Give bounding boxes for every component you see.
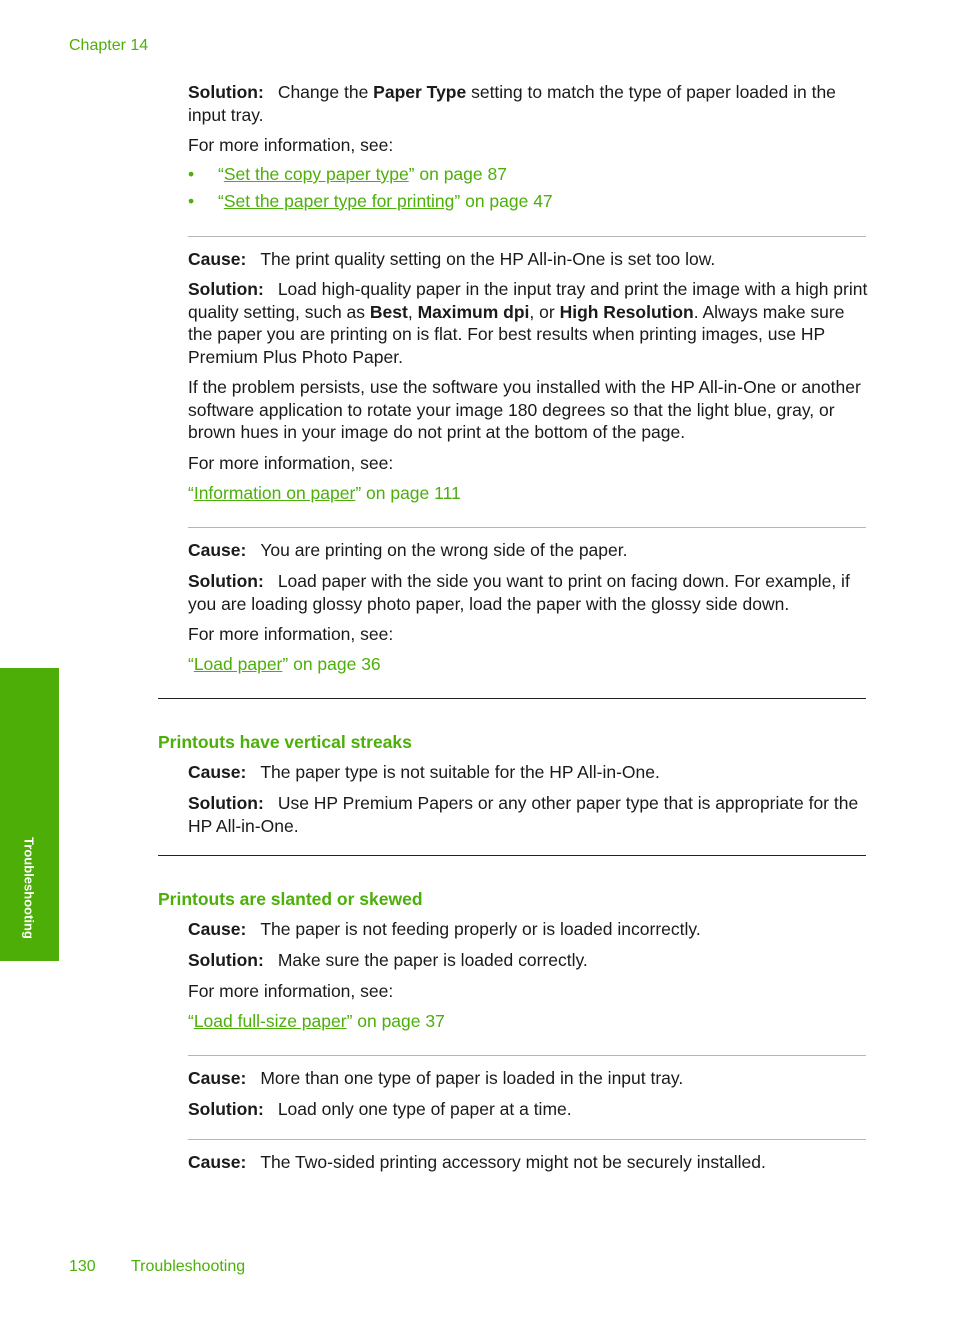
link-item[interactable]: • “Set the paper type for printing” on page 47 (188, 191, 553, 211)
solution-paragraph: Solution: Change the Paper Type setting to match the type of paper loaded in the input tray. (188, 82, 836, 125)
divider (188, 1055, 866, 1056)
solution-label: Solution: (188, 1099, 264, 1119)
cause-paragraph: Cause: The print quality setting on the HP All-in-One is set too low. (188, 249, 716, 269)
divider (188, 236, 866, 237)
copy-paper-type-link[interactable]: Set the copy paper type (223, 164, 409, 184)
load-paper-link[interactable]: Load paper (193, 654, 283, 674)
paper-type-keyword: Paper Type (373, 82, 467, 102)
cause-paragraph: Cause: The paper type is not suitable for the HP All-in-One. (188, 762, 660, 782)
cause-paragraph: Cause: You are printing on the wrong side of the paper. (188, 540, 628, 560)
cause-label: Cause: (188, 1152, 247, 1172)
solution-paragraph: Solution: Load only one type of paper at a time. (188, 1099, 572, 1119)
solution-paragraph: Solution: Use HP Premium Papers or any other paper type that is appropriate for the HP All-in-One. (188, 793, 859, 836)
solution-paragraph: Solution: Load high-quality paper in the input tray and print the image with a high print quality setting, such as Best, Maximum dpi, or High Resolution. Always make sure the paper you are printing on is flat. For best results when printing images, use HP Premium Plus Photo Paper. (188, 279, 868, 367)
link-item[interactable]: “Load full-size paper” on page 37 (188, 1011, 445, 1031)
cause-paragraph: Cause: The Two-sided printing accessory might not be securely installed. (188, 1152, 766, 1172)
cause-paragraph: Cause: The paper is not feeding properly or is loaded incorrectly. (188, 919, 701, 939)
cause-label: Cause: (188, 919, 247, 939)
chapter-header: Chapter 14 (69, 37, 149, 54)
section-heading: Printouts have vertical streaks (158, 732, 412, 752)
link-item[interactable]: • “Set the copy paper type” on page 87 (188, 164, 507, 184)
section-heading: Printouts are slanted or skewed (158, 889, 423, 909)
more-info-text: For more information, see: (188, 453, 394, 473)
cause-label: Cause: (188, 249, 247, 269)
solution-label: Solution: (188, 82, 264, 102)
link-item[interactable]: “Load paper” on page 36 (188, 654, 381, 674)
bullet-icon: • (188, 164, 195, 184)
cause-paragraph: Cause: More than one type of paper is loaded in the input tray. (188, 1068, 684, 1088)
solution-label: Solution: (188, 950, 264, 970)
side-tab-label: Troubleshooting (21, 837, 37, 939)
solution-label: Solution: (188, 793, 264, 813)
footer-title: Troubleshooting (131, 1258, 246, 1275)
information-on-paper-link[interactable]: Information on paper (193, 483, 356, 503)
cause-label: Cause: (188, 1068, 247, 1088)
solution-label: Solution: (188, 279, 264, 299)
solution-paragraph: Solution: Make sure the paper is loaded correctly. (188, 950, 588, 970)
divider (188, 527, 866, 528)
section-divider (158, 855, 866, 856)
more-info-text: For more information, see: (188, 135, 394, 155)
cause-label: Cause: (188, 540, 247, 560)
page-number: 130 (69, 1258, 96, 1275)
solution-paragraph: Solution: Load paper with the side you want to print on facing down. For example, if you are loading glossy photo paper, load the paper with the glossy side down. (188, 571, 850, 614)
link-item[interactable]: “Information on paper” on page 111 (188, 483, 461, 503)
load-full-size-paper-link[interactable]: Load full-size paper (193, 1011, 347, 1031)
more-info-text: For more information, see: (188, 981, 394, 1001)
cause-label: Cause: (188, 762, 247, 782)
solution-label: Solution: (188, 571, 264, 591)
bullet-icon: • (188, 191, 195, 211)
printing-paper-type-link[interactable]: Set the paper type for printing (223, 191, 455, 211)
section-divider (158, 698, 866, 699)
persist-paragraph: If the problem persists, use the software you installed with the HP All-in-One or another software application to rotate your image 180 degrees so that the light blue, gray, or brown hues in your image do not print at the bottom of the page. (188, 377, 861, 442)
more-info-text: For more information, see: (188, 624, 394, 644)
divider (188, 1139, 866, 1140)
